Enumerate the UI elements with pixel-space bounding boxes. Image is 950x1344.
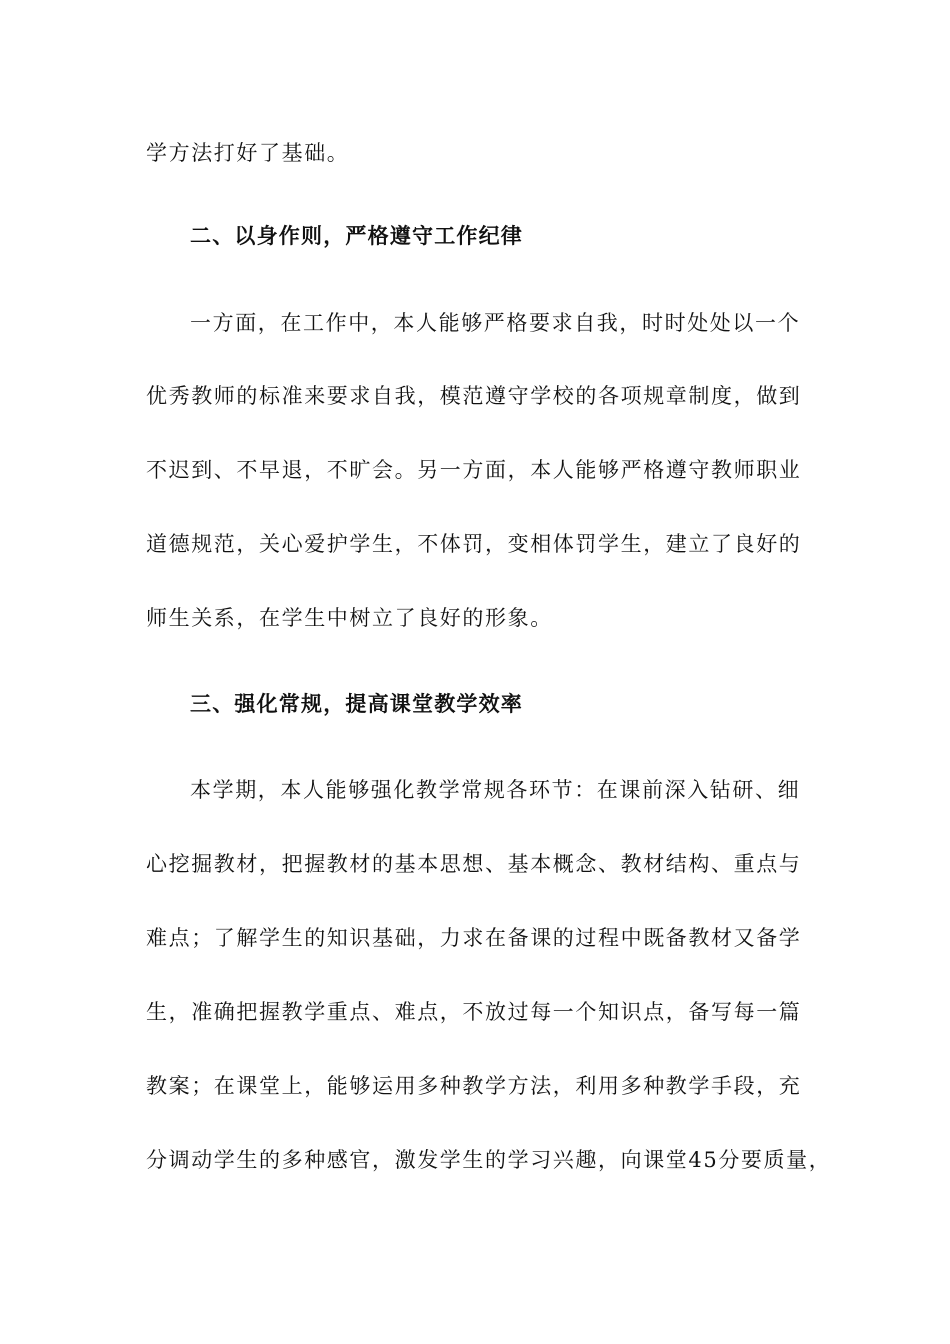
paragraph-line: 不迟到、不早退，不旷会。另一方面，本人能够严格遵守教师职业 <box>146 458 802 482</box>
paragraph-line: 生，准确把握教学重点、难点，不放过每一个知识点，备写每一篇 <box>146 1000 802 1024</box>
paragraph-line: 本学期，本人能够强化教学常规各环节：在课前深入钻研、细 <box>190 778 801 802</box>
paragraph-line: 难点；了解学生的知识基础，力求在备课的过程中既备教材又备学 <box>146 926 802 950</box>
paragraph-line: 分调动学生的多种感官，激发学生的学习兴趣，向课堂45分要质量， <box>146 1148 832 1172</box>
paragraph-line: 心挖掘教材，把握教材的基本思想、基本概念、教材结构、重点与 <box>146 852 802 876</box>
section-heading: 二、以身作则，严格遵守工作纪律 <box>190 224 523 248</box>
paragraph-line: 师生关系，在学生中树立了良好的形象。 <box>146 606 553 630</box>
paragraph-line: 一方面，在工作中，本人能够严格要求自我，时时处处以一个 <box>190 311 801 335</box>
paragraph-line: 优秀教师的标准来要求自我，模范遵守学校的各项规章制度，做到 <box>146 384 802 408</box>
section-heading: 三、强化常规，提高课堂教学效率 <box>190 692 523 716</box>
paragraph-line: 学方法打好了基础。 <box>146 141 350 165</box>
paragraph-line: 道德规范，关心爱护学生，不体罚，变相体罚学生，建立了良好的 <box>146 532 802 556</box>
paragraph-line: 教案；在课堂上，能够运用多种教学方法，利用多种教学手段，充 <box>146 1074 802 1098</box>
